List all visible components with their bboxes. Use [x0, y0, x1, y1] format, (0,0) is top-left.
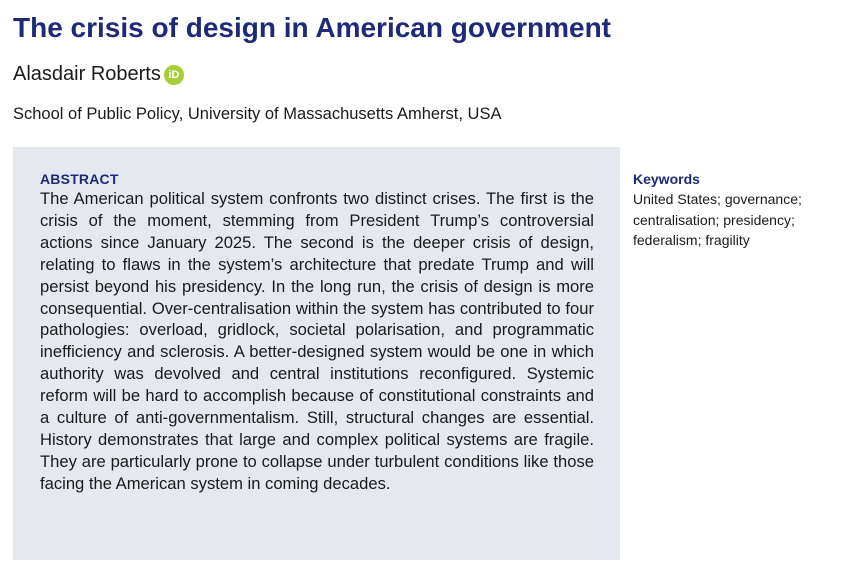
orcid-icon[interactable]: iD — [164, 65, 184, 85]
keywords-heading: Keywords — [633, 171, 700, 187]
author-line — [13, 60, 184, 88]
abstract-text: The American political system confronts two distinct crises. The first is the crisis of the moment, stemming from President Trump’s controversial actions since January 2025. The second is the deeper crisis of design, relating to flaws in the system’s architecture that predate Trump and will persist beyond his presidency. In the long run, the crisis of design is more consequential. Over-centralisation within the system has contributed to four pathologies: overload, gridlock, societal polarisation, and programmatic inefficiency and sclerosis. A better-designed system would be one in which authority was devolved and central institutions reconfigured. Systemic reform will be hard to accomplish because of constitutional constraints and a culture of anti-governmentalism. Still, structural changes are essential. History demonstrates that large and complex political systems are fragile. They are particularly prone to collapse under turbulent conditions like those facing the American system in coming decades. — [40, 189, 594, 493]
author-name: Alasdair Roberts — [13, 63, 161, 85]
abstract-box — [13, 147, 620, 560]
article-title: The crisis of design in American government — [13, 12, 611, 43]
author-affiliation: School of Public Policy, University of Massachusetts Amherst, USA — [13, 105, 502, 123]
keywords-list: United States; governance; centralisation; presidency; federalism; fragility — [633, 191, 802, 248]
abstract-heading: ABSTRACT — [40, 171, 119, 187]
